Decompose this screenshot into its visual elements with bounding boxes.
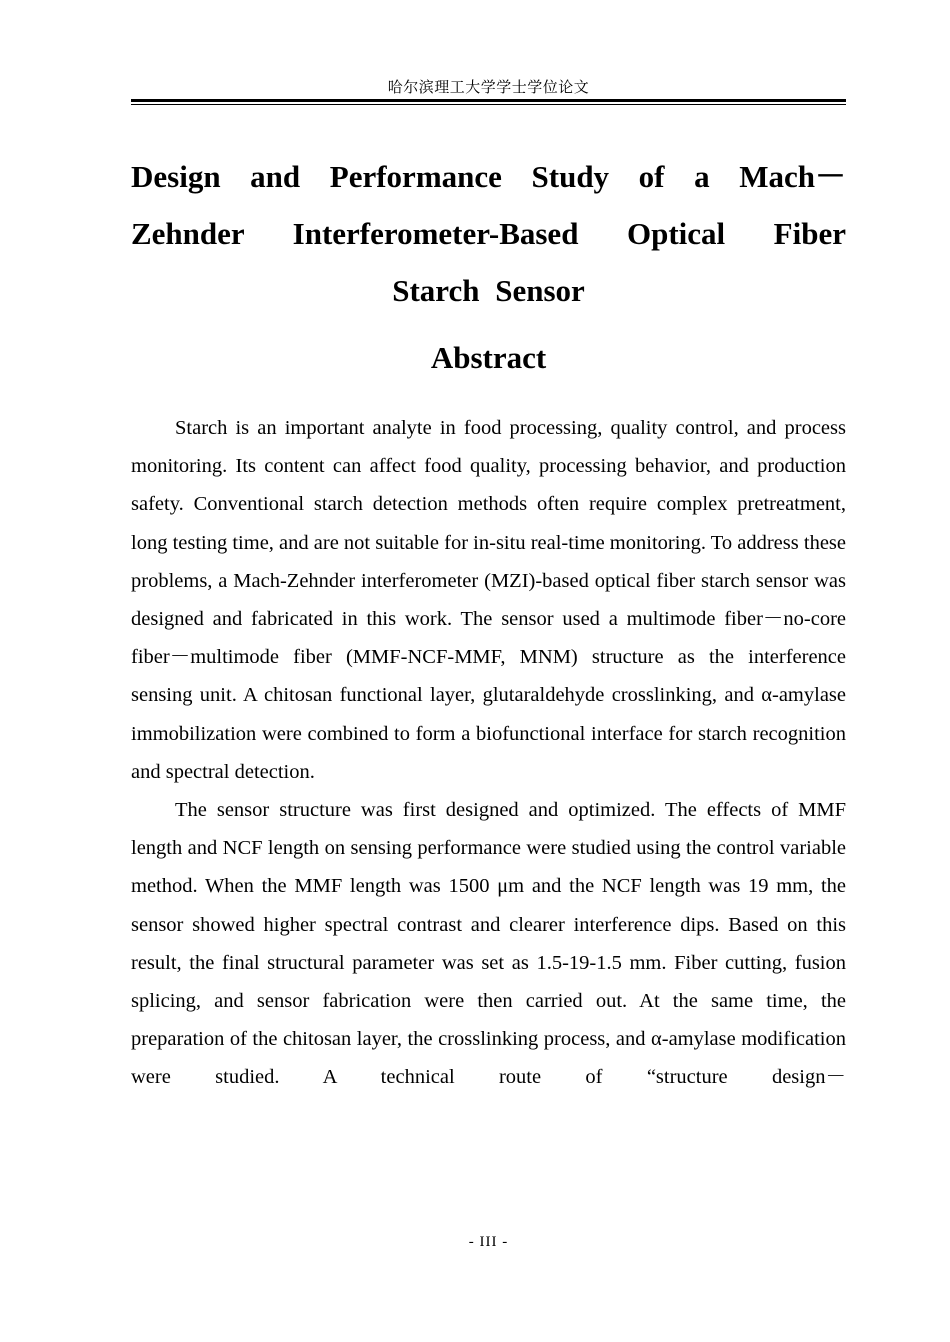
abstract-paragraph-2: The sensor structure was first designed and optimized. The effects of MMF length and NCF length on sensing performance were studied using the control variable method. When the MMF length was 1500 μm and the NCF length was 19 mm, the sensor showed higher spectral contrast and clearer interference dips. Based on this result, the final structural parameter was set as 1.5-19-1.5 mm. Fiber cutting, fusion splicing, and sensor fabrication were then carried out. At the same time, the preparation of the chitosan layer, the crosslinking process, and α-amylase modification were studied. A technical route of “structure design－ — [131, 799, 846, 1089]
page-number: - III - — [468, 1234, 509, 1250]
abstract-heading: Abstract — [430, 340, 547, 375]
title-line-3: Starch Sensor — [392, 273, 585, 308]
title-line-1: Design and Performance Study of a Mach－ — [131, 159, 846, 194]
header-rule-thick — [131, 99, 846, 102]
title-line-2: Zehnder Interferometer-Based Optical Fiber — [131, 216, 846, 251]
running-header: 哈尔滨理工大学学士学位论文 — [387, 80, 590, 96]
abstract-body — [131, 409, 846, 1097]
abstract-paragraph-1: Starch is an important analyte in food processing, quality control, and process monitoring. Its content can affect food quality, processing behavior, and production safety. Conventional starch detection methods often require complex pretreatment, long testing time, and are not suitable for in-situ real-time monitoring. To address these problems, a Mach-Zehnder interferometer (MZI)-based optical fiber starch sensor was designed and fabricated in this work. The sensor used a multimode fiber－no-core fiber－multimode fiber (MMF-NCF-MMF, MNM) structure as the interference sensing unit. A chitosan functional layer, glutaraldehyde crosslinking, and α-amylase immobilization were combined to form a biofunctional interface for starch recognition and spectral detection. — [131, 417, 846, 783]
header-rule-thin — [131, 104, 846, 105]
thesis-title — [131, 148, 846, 319]
